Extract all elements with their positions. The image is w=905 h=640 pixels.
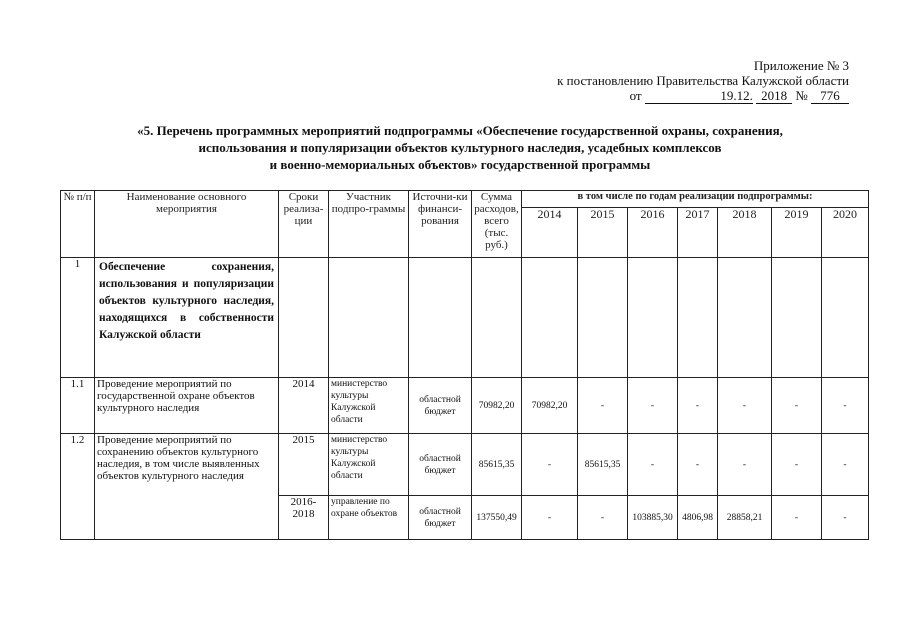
row11-year-value: - — [822, 378, 869, 434]
header-year: 2019 — [772, 208, 822, 258]
row12a-year-value: - — [628, 434, 678, 496]
header-num: № п/п — [61, 191, 95, 258]
appendix-date-line — [557, 88, 849, 104]
row12-num: 1.2 — [61, 434, 95, 540]
header-participant: Участник подпро-граммы — [329, 191, 409, 258]
header-year: 2018 — [718, 208, 772, 258]
row12b-year-value: 4806,98 — [678, 496, 718, 540]
appendix-title: Приложение № 3 — [753, 58, 849, 73]
row12a-source: областной бюджет — [409, 434, 472, 496]
row11-year-value: 70982,20 — [522, 378, 578, 434]
appendix-number-label: № — [795, 88, 808, 103]
appendix-from-label: от — [629, 88, 642, 103]
header-sum: Сумма расходов, всего (тыс. руб.) — [472, 191, 522, 258]
row12a-sum: 85615,35 — [472, 434, 522, 496]
row12b-year-value: - — [772, 496, 822, 540]
row11-year-value: - — [628, 378, 678, 434]
row12a-participant: министерство культуры Калужской области — [329, 434, 409, 496]
row12a-year-value: - — [522, 434, 578, 496]
row12a-year-value: - — [822, 434, 869, 496]
row12b-source: областной бюджет — [409, 496, 472, 540]
row12-name: Проведение мероприятий по сохранению объектов культурного наследия, в том числе выявленных объектов культурного наследия — [95, 434, 279, 540]
row11-period: 2014 — [279, 378, 329, 434]
header-years-group: в том числе по годам реализации подпрограммы: — [522, 191, 869, 208]
row1-name: Обеспечение сохранения, использования и популяризации объектов культурного наследия, находящихся в собственности Калужской области — [95, 258, 279, 378]
row12b-period: 2016-2018 — [279, 496, 329, 540]
appendix-number: 776 — [811, 88, 849, 104]
header-year: 2014 — [522, 208, 578, 258]
row11-num: 1.1 — [61, 378, 95, 434]
header-period: Сроки реализа-ции — [279, 191, 329, 258]
appendix-subtitle: к постановлению Правительства Калужской области — [557, 73, 849, 88]
appendix-block — [557, 58, 849, 104]
header-source: Источни-ки финанси-рования — [409, 191, 472, 258]
row12b-year-value: 28858,21 — [718, 496, 772, 540]
row12a-period: 2015 — [279, 434, 329, 496]
row12b-year-value: - — [822, 496, 869, 540]
measures-table — [60, 190, 869, 540]
row12b-sum: 137550,49 — [472, 496, 522, 540]
header-year: 2015 — [578, 208, 628, 258]
row11-year-value: - — [772, 378, 822, 434]
row11-name: Проведение мероприятий по государственной охране объектов культурного наследия — [95, 378, 279, 434]
row1-num: 1 — [61, 258, 95, 378]
row12b-year-value: - — [578, 496, 628, 540]
title-line-3: и военно-мемориальных объектов» государственной программы — [269, 157, 651, 172]
row12b-year-value: - — [522, 496, 578, 540]
header-year: 2016 — [628, 208, 678, 258]
row12b-participant: управление по охране объектов — [329, 496, 409, 540]
document-title — [80, 122, 840, 173]
row11-source: областной бюджет — [409, 378, 472, 434]
row12a-year-value: - — [718, 434, 772, 496]
row11-year-value: - — [678, 378, 718, 434]
appendix-date-year: 2018 — [756, 88, 792, 104]
row11-year-value: - — [578, 378, 628, 434]
appendix-date-day: 19.12. — [645, 88, 753, 104]
row12a-year-value: - — [678, 434, 718, 496]
title-line-1: «5. Перечень программных мероприятий подпрограммы «Обеспечение государственной охраны, сохранения, — [137, 123, 783, 138]
row12a-year-value: - — [772, 434, 822, 496]
row12b-year-value: 103885,30 — [628, 496, 678, 540]
title-line-2: использования и популяризации объектов культурного наследия, усадебных комплексов — [198, 140, 722, 155]
header-row-1 — [61, 191, 869, 208]
header-year: 2020 — [822, 208, 869, 258]
table-row-1-1 — [61, 378, 869, 434]
table-row-1-2a — [61, 434, 869, 496]
header-name: Наименование основного мероприятия — [95, 191, 279, 258]
row11-participant: министерство культуры Калужской области — [329, 378, 409, 434]
row11-year-value: - — [718, 378, 772, 434]
row11-sum: 70982,20 — [472, 378, 522, 434]
table-row-1 — [61, 258, 869, 378]
header-year: 2017 — [678, 208, 718, 258]
row12a-year-value: 85615,35 — [578, 434, 628, 496]
